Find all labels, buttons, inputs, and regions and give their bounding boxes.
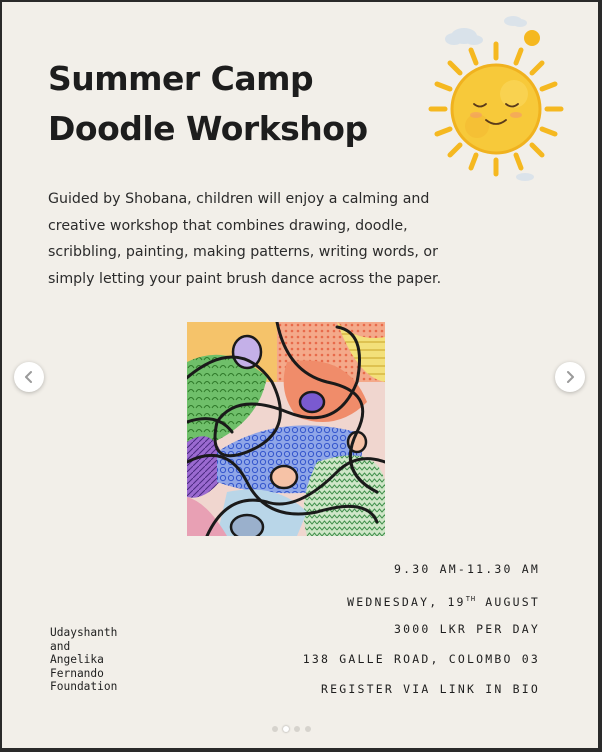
event-date: [303, 584, 540, 614]
description-line: scribbling, painting, making patterns, writing words, or: [48, 244, 438, 260]
carousel-next-button[interactable]: [555, 362, 585, 392]
sun-illustration: [422, 14, 597, 189]
title-line-1: Summer Camp: [48, 59, 314, 98]
event-price: 3000 LKR PER DAY: [394, 622, 540, 636]
chevron-right-icon: [562, 369, 578, 385]
organizer: [50, 626, 170, 694]
cloud-icon: [445, 28, 483, 45]
organizer-line: Foundation: [50, 680, 118, 693]
carousel-dots: [272, 726, 311, 732]
event-date-suffix: TH: [465, 595, 477, 603]
post-slide: [2, 2, 598, 748]
cloud-icon: [516, 173, 534, 181]
description-line: simply letting your paint brush dance across the paper.: [48, 270, 442, 287]
organizer-line: Angelika: [50, 653, 104, 666]
carousel-dot[interactable]: [272, 726, 278, 732]
carousel-prev-button[interactable]: [14, 362, 44, 392]
carousel-dot[interactable]: [294, 726, 300, 732]
carousel-dot[interactable]: [283, 726, 289, 732]
organizer-line: and: [50, 639, 71, 653]
chevron-left-icon: [21, 369, 37, 385]
description-line: Guided by Shobana, children will enjoy a calming and: [48, 191, 430, 207]
small-sun-dot: [524, 30, 540, 46]
event-address: 138 GALLE ROAD, COLOMBO 03: [302, 652, 540, 666]
event-date-day: WEDNESDAY, 19: [347, 595, 466, 609]
doodle-artwork-image: [187, 322, 385, 536]
event-date-month: AUGUST: [476, 595, 540, 609]
description: [48, 186, 440, 292]
event-time: 9.30 AM-11.30 AM: [394, 562, 540, 576]
event-details: [303, 554, 540, 704]
title-line-2: Doodle Workshop: [48, 109, 368, 148]
organizer-line: Fernando: [50, 666, 104, 680]
carousel-dot[interactable]: [305, 726, 311, 732]
description-line: creative workshop that combines drawing, doodle,: [48, 217, 408, 234]
cloud-icon: [504, 16, 527, 27]
event-register: REGISTER VIA LINK IN BIO: [321, 682, 540, 696]
organizer-line: Udayshanth: [50, 626, 118, 639]
page-title: [48, 54, 408, 154]
